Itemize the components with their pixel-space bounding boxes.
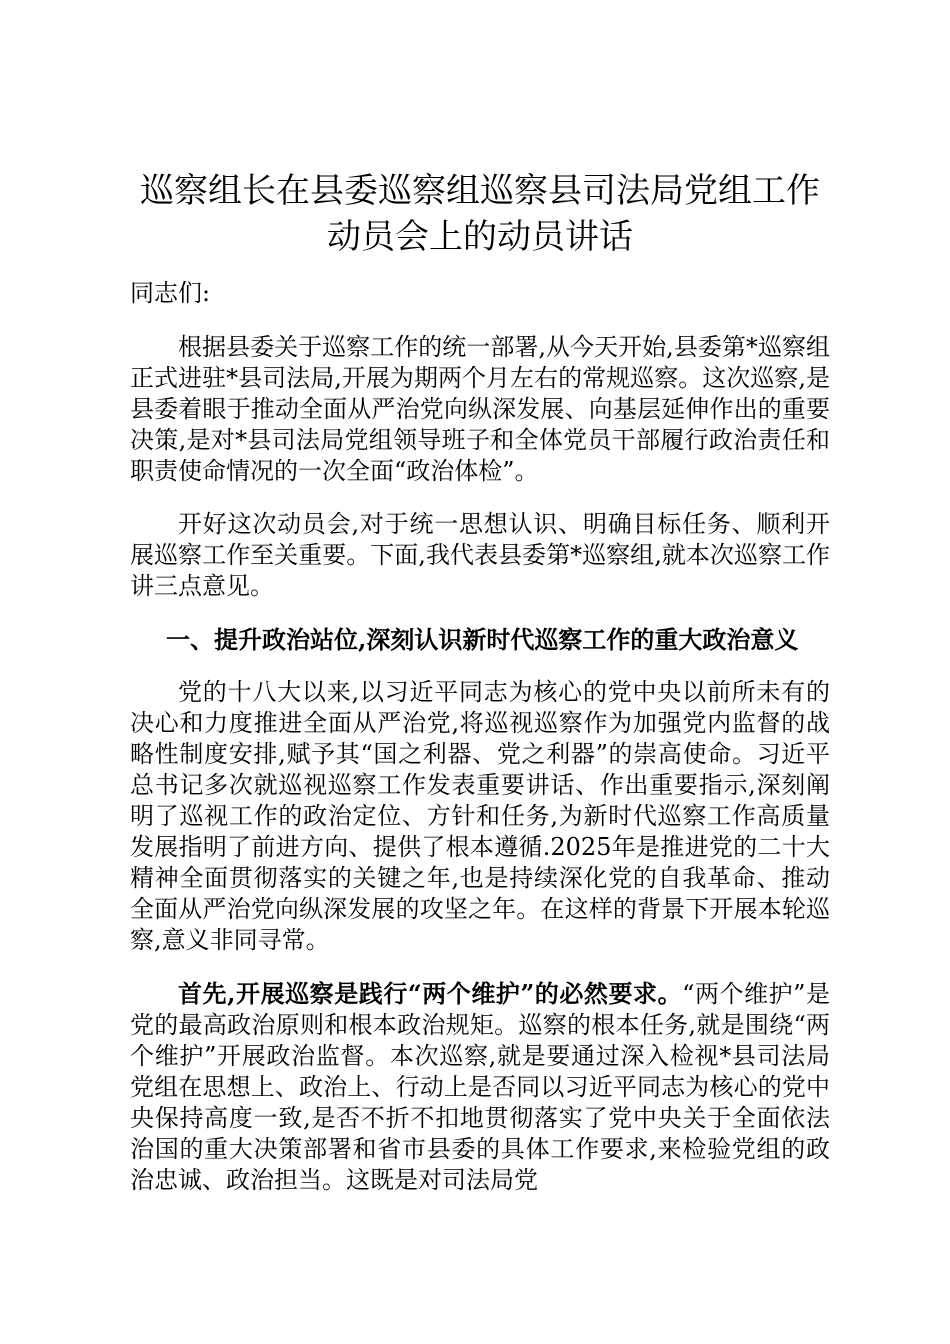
paragraph-2: 开好这次动员会,对于统一思想认识、明确目标任务、顺利开展巡察工作至关重要。下面,我代表县委第*巡察组,就本次巡察工作讲三点意见。 xyxy=(130,510,830,600)
paragraph-4 xyxy=(130,978,830,1196)
salutation: 同志们: xyxy=(130,279,211,307)
paragraph-3: 党的十八大以来,以习近平同志为核心的党中央以前所未有的决心和力度推进全面从严治党,将巡视巡察作为加强党内监督的战略性制度安排,赋予其“国之利器、党之利器”的崇高使命。习近平总书记多次就巡视巡察工作发表重要讲话、作出重要指示,深刻阐明了巡视工作的政治定位、方针和任务,为新时代巡察工作高质量发展指明了前进方向、提供了根本遵循.2025年是推进党的二十大精神全面贯彻落实的关键之年,也是持续深化党的自我革命、推动全面从严治党向纵深发展的攻坚之年。在这样的背景下开展本轮巡察,意义非同寻常。 xyxy=(130,678,830,954)
paragraph-4-lead: 首先,开展巡察是践行“两个维护”的必然要求。 xyxy=(178,979,683,1008)
paragraph-4-body: “两个维护”是党的最高政治原则和根本政治规矩。巡察的根本任务,就是围绕“两个维护”开展政治监督。本次巡察,就是要通过深入检视*县司法局党组在思想上、政治上、行动上是否同以习近平同志为核心的党中央保持高度一致,是否不折不扣地贯彻落实了党中央关于全面依法治国的重大决策部署和省市县委的具体工作要求,来检验党组的政治忠诚、政治担当。这既是对司法局党 xyxy=(130,980,830,1194)
title-line-2: 动员会上的动员讲话 xyxy=(327,217,633,257)
document-title xyxy=(130,168,830,260)
title-line-1: 巡察组长在县委巡察组巡察县司法局党组工作 xyxy=(140,171,820,211)
document-page xyxy=(130,168,830,1218)
section-heading-1: 一、提升政治站位,深刻认识新时代巡察工作的重大政治意义 xyxy=(166,625,799,654)
paragraph-1: 根据县委关于巡察工作的统一部署,从今天开始,县委第*巡察组正式进驻*县司法局,开展为期两个月左右的常规巡察。这次巡察,是县委着眼于推动全面从严治党向纵深发展、向基层延伸作出的重要决策,是对*县司法局党组领导班子和全体党员干部履行政治责任和职责使命情况的一次全面“政治体检”。 xyxy=(130,333,830,485)
